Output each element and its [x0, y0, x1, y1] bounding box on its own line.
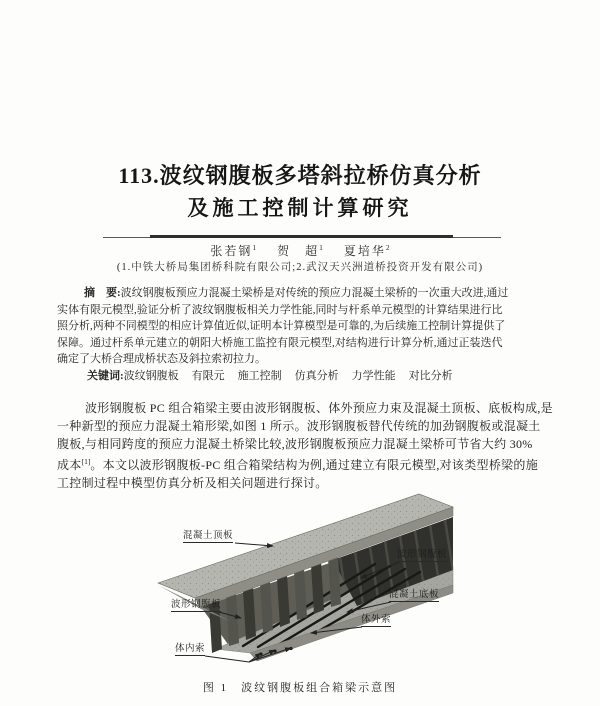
body-line-3: 腹板,与相同跨度的预应力混凝土桥梁比较,波形钢腹板预应力混凝土梁桥可节省大约 30% — [57, 436, 533, 451]
author-2 — [277, 244, 323, 258]
author-2-name: 贺 超 — [277, 244, 320, 258]
abstract-text-1: 波纹钢腹板预应力混凝土梁桥是对传统的预应力混凝土梁桥的一次重大改进,通过 — [120, 287, 509, 299]
keywords-line — [57, 368, 547, 385]
abstract-line-4: 保障。通过杆系单元建立的朝阳大桥施工监控有限元模型,对结构进行计算分析,通过正装迭代 — [57, 336, 503, 349]
body-line-4 — [57, 453, 547, 475]
body-line-4-post: 。本文以波形钢腹板-PC 组合箱梁结构为例,通过建立有限元模型,对该类型桥梁的施 — [90, 458, 539, 473]
figure-label-internal-tendon: 体内索 — [175, 644, 205, 656]
citation-marker: [1] — [81, 457, 91, 467]
figure-label-bottom-slab: 混凝土底板 — [389, 590, 439, 602]
body-paragraph — [57, 400, 553, 493]
abstract-section — [57, 285, 547, 385]
abstract-label: 摘 要: — [84, 287, 121, 299]
keyword-item: 施工控制 — [237, 369, 282, 382]
keyword-item: 仿真分析 — [294, 369, 339, 382]
figure-label-web-left: 波形钢腹板 — [171, 600, 221, 612]
paper-title-line1: 113.波纹钢腹板多塔斜拉桥仿真分析 — [118, 163, 482, 188]
author-2-sup: 1 — [319, 243, 323, 252]
figure-label-external-tendon: 体外索 — [361, 615, 391, 627]
figure-label-web-right: 波形钢腹板 — [397, 550, 447, 562]
abstract-line-3: 照分析,两种不同模型的相应计算值近似,证明本计算模型是可靠的,为后续施工控制计算提供了 — [57, 320, 506, 333]
keywords-label: 关键词: — [87, 369, 124, 382]
divider-thick-line — [150, 235, 453, 238]
body-line-5: 工控制过程中模型仿真分析及相关问题进行探讨。 — [57, 476, 328, 491]
title-divider — [103, 235, 501, 239]
author-1 — [210, 244, 256, 258]
body-line-4-pre: 成本 — [57, 458, 82, 473]
abstract-line-1 — [57, 285, 547, 302]
abstract-line-5: 确定了大桥合理成桥状态及斜拉索初拉力。 — [57, 353, 266, 366]
abstract-line-2: 实体有限元模型,验证分析了波纹钢腹板相关力学性能,同时与杆系单元模型的计算结果进行比 — [57, 303, 503, 316]
affiliation-line: (1.中铁大桥局集团桥科院有限公司;2.武汉天兴洲道桥投资开发有限公司) — [116, 262, 484, 273]
author-1-name: 张若钢 — [210, 244, 253, 258]
figure-1-box-girder — [135, 486, 465, 672]
figure-caption: 图 1 波纹钢腹板组合箱梁示意图 — [202, 682, 398, 694]
author-3-sup: 2 — [385, 243, 390, 252]
keyword-item: 波纹钢腹板 — [123, 369, 179, 382]
author-line — [0, 242, 600, 259]
body-line-2: 一种新型的预应力混凝土箱形梁,如图 1 所示。波形钢腹板替代传统的加劲钢腹板或混凝土 — [57, 418, 541, 433]
keyword-item: 对比分析 — [408, 369, 453, 382]
keyword-item: 力学性能 — [351, 369, 396, 382]
body-line-1: 波形钢腹板 PC 组合箱梁主要由波形钢腹板、体外预应力束及混凝土顶板、底板构成,是 — [85, 401, 553, 415]
author-3-name: 夏培华 — [343, 244, 386, 258]
paper-title-line2: 及施工控制计算研究 — [187, 196, 413, 220]
keyword-item: 有限元 — [191, 369, 225, 382]
author-1-sup: 1 — [252, 243, 257, 252]
figure-label-top-slab: 混凝土顶板 — [183, 531, 233, 543]
author-3 — [344, 244, 390, 258]
